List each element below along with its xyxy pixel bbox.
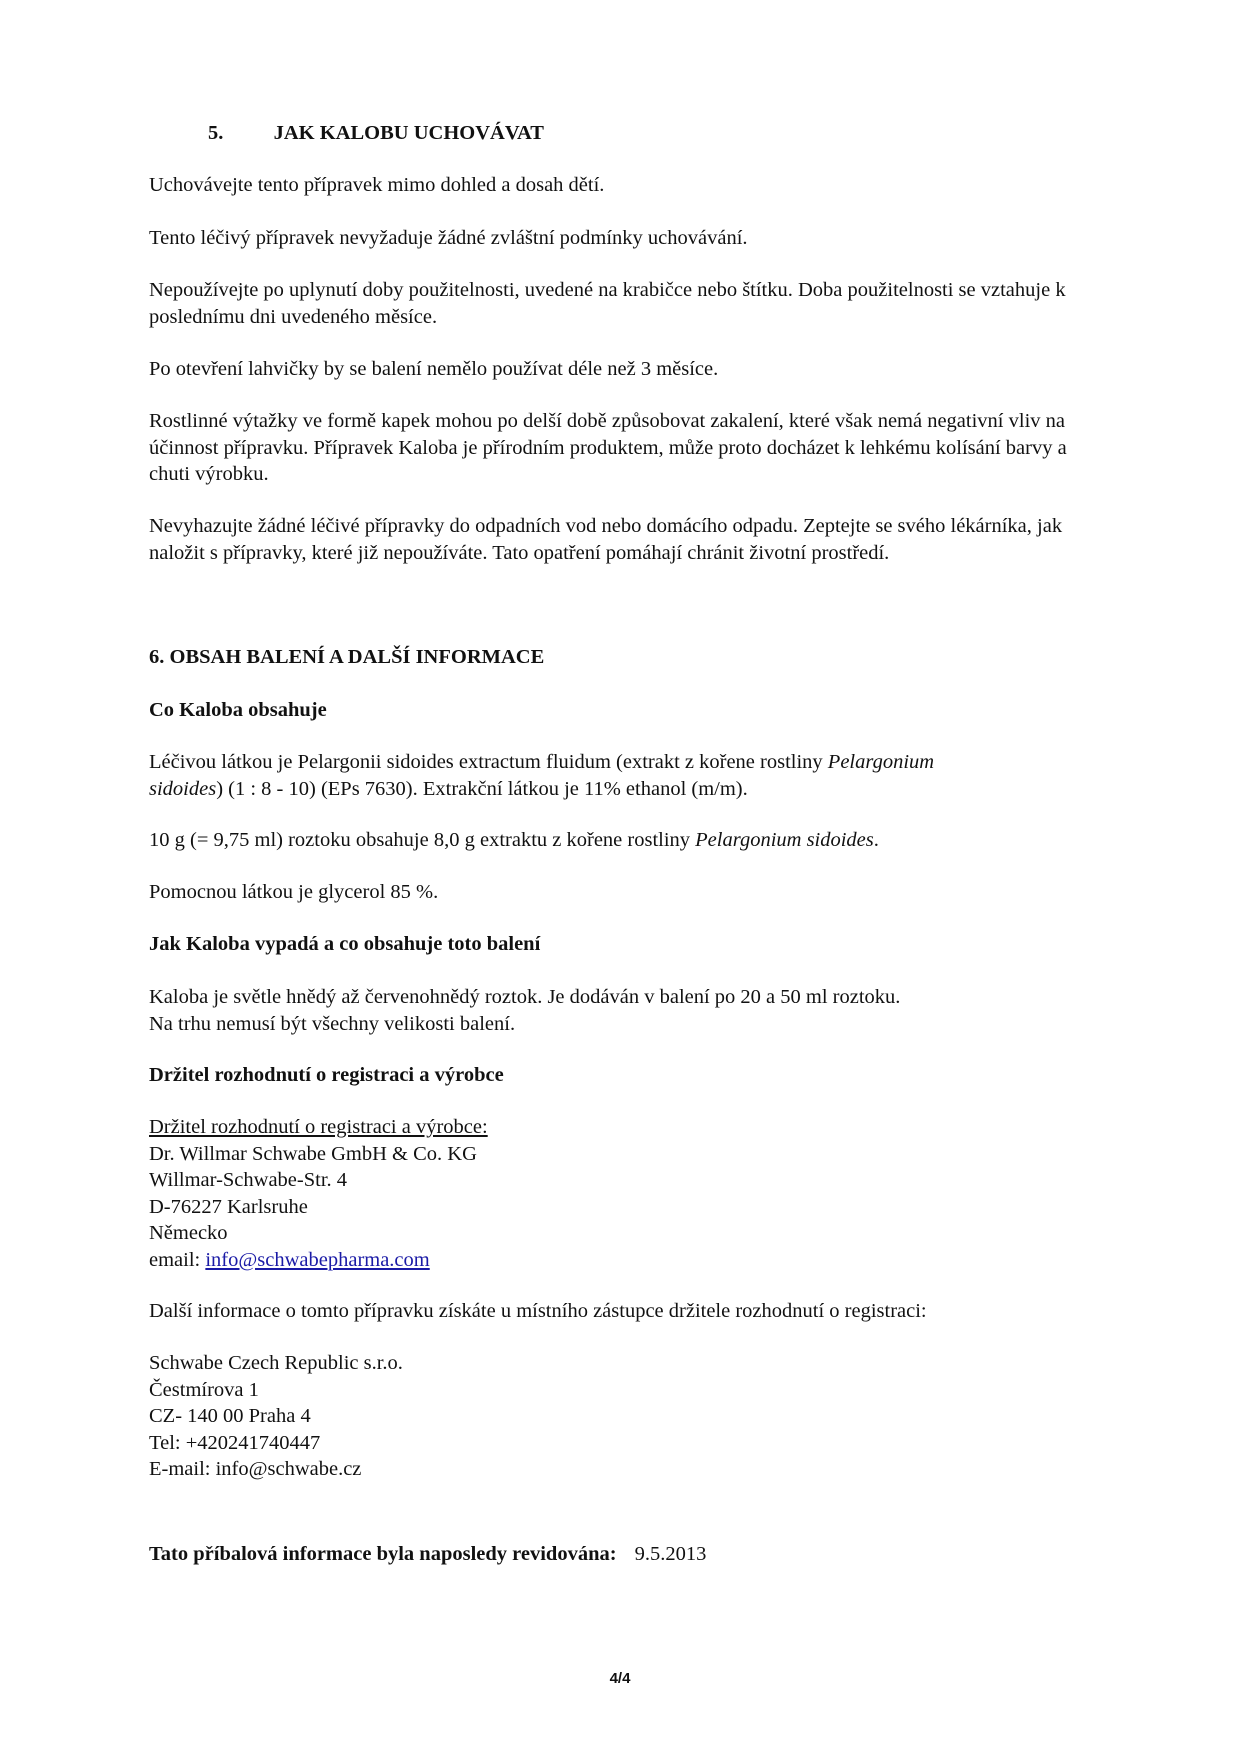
email-link[interactable]: info@schwabepharma.com bbox=[205, 1248, 430, 1271]
page-number: 4/4 bbox=[609, 1670, 631, 1687]
section-number: 5. bbox=[208, 122, 224, 144]
revision-line bbox=[149, 1541, 1099, 1568]
revision-label: Tato příbalová informace byla naposledy revidována: bbox=[149, 1543, 617, 1565]
local-rep-intro: Další informace o tomto přípravku získáte u místního zástupce držitele rozhodnutí o registraci: bbox=[149, 1300, 927, 1322]
section-title: JAK KALOBU UCHOVÁVAT bbox=[273, 122, 544, 144]
section-5-heading bbox=[208, 120, 1158, 147]
subheading-contents: Co Kaloba obsahuje bbox=[149, 699, 327, 721]
subheading-appearance: Jak Kaloba vypadá a co obsahuje toto balení bbox=[149, 933, 541, 955]
excipient-paragraph: Pomocnou látkou je glycerol 85 %. bbox=[149, 881, 439, 903]
local-rep-address: Schwabe Czech Republic s.r.o. Čestmírova 1 CZ- 140 00 Praha 4 Tel: +420241740447 E-mail: info@schwabe.cz bbox=[149, 1352, 403, 1480]
appearance-paragraph: Kaloba je světle hnědý až červenohnědý roztok. Je dodáván v balení po 20 a 50 ml roztoku. Na trhu nemusí být všechny velikosti balení. bbox=[149, 986, 901, 1035]
revision-date: 9.5.2013 bbox=[634, 1543, 707, 1565]
paragraph: Tento léčivý přípravek nevyžaduje žádné zvláštní podmínky uchovávání. bbox=[149, 227, 748, 249]
paragraph: Rostlinné výtažky ve formě kapek mohou po delší době způsobovat zakalení, které však nemá negativní vliv na účinnost přípravku. Přípravek Kaloba je přírodním produktem, může proto docházet k lehkému kolísání barvy a chuti výrobku. bbox=[149, 410, 1067, 485]
paragraph: Nepoužívejte po uplynutí doby použitelnosti, uvedené na krabičce nebo štítku. Doba použitelnosti se vztahuje k poslednímu dni uvedeného měsíce. bbox=[149, 279, 1066, 328]
active-substance-paragraph: Léčivou látkou je Pelargonii sidoides extractum fluidum (extrakt z kořene rostliny Pelargonium sidoides) (1 : 8 - 10) (EPs 7630). Extrakční látkou je 11% ethanol (m/m). bbox=[149, 751, 935, 800]
holder-label: Držitel rozhodnutí o registraci a výrobce: bbox=[149, 1116, 488, 1138]
paragraph: Uchovávejte tento přípravek mimo dohled a dosah dětí. bbox=[149, 174, 605, 196]
paragraph: Po otevření lahvičky by se balení nemělo používat déle než 3 měsíce. bbox=[149, 358, 719, 380]
solution-paragraph: 10 g (= 9,75 ml) roztoku obsahuje 8,0 g extraktu z kořene rostliny Pelargonium sidoides. bbox=[149, 829, 879, 851]
subheading-holder: Držitel rozhodnutí o registraci a výrobce bbox=[149, 1064, 504, 1086]
paragraph: Nevyhazujte žádné léčivé přípravky do odpadních vod nebo domácího odpadu. Zeptejte se svého lékárníka, jak naložit s přípravky, které již nepoužíváte. Tato opatření pomáhají chránit životní prostředí. bbox=[149, 515, 1063, 564]
holder-address: Držitel rozhodnutí o registraci a výrobce: Dr. Willmar Schwabe GmbH & Co. KG Willmar-Schwabe-Str. 4 D-76227 Karlsruhe Německo email: info@schwabepharma.com bbox=[149, 1114, 1099, 1273]
section-6-heading: 6. OBSAH BALENÍ A DALŠÍ INFORMACE bbox=[149, 646, 545, 668]
